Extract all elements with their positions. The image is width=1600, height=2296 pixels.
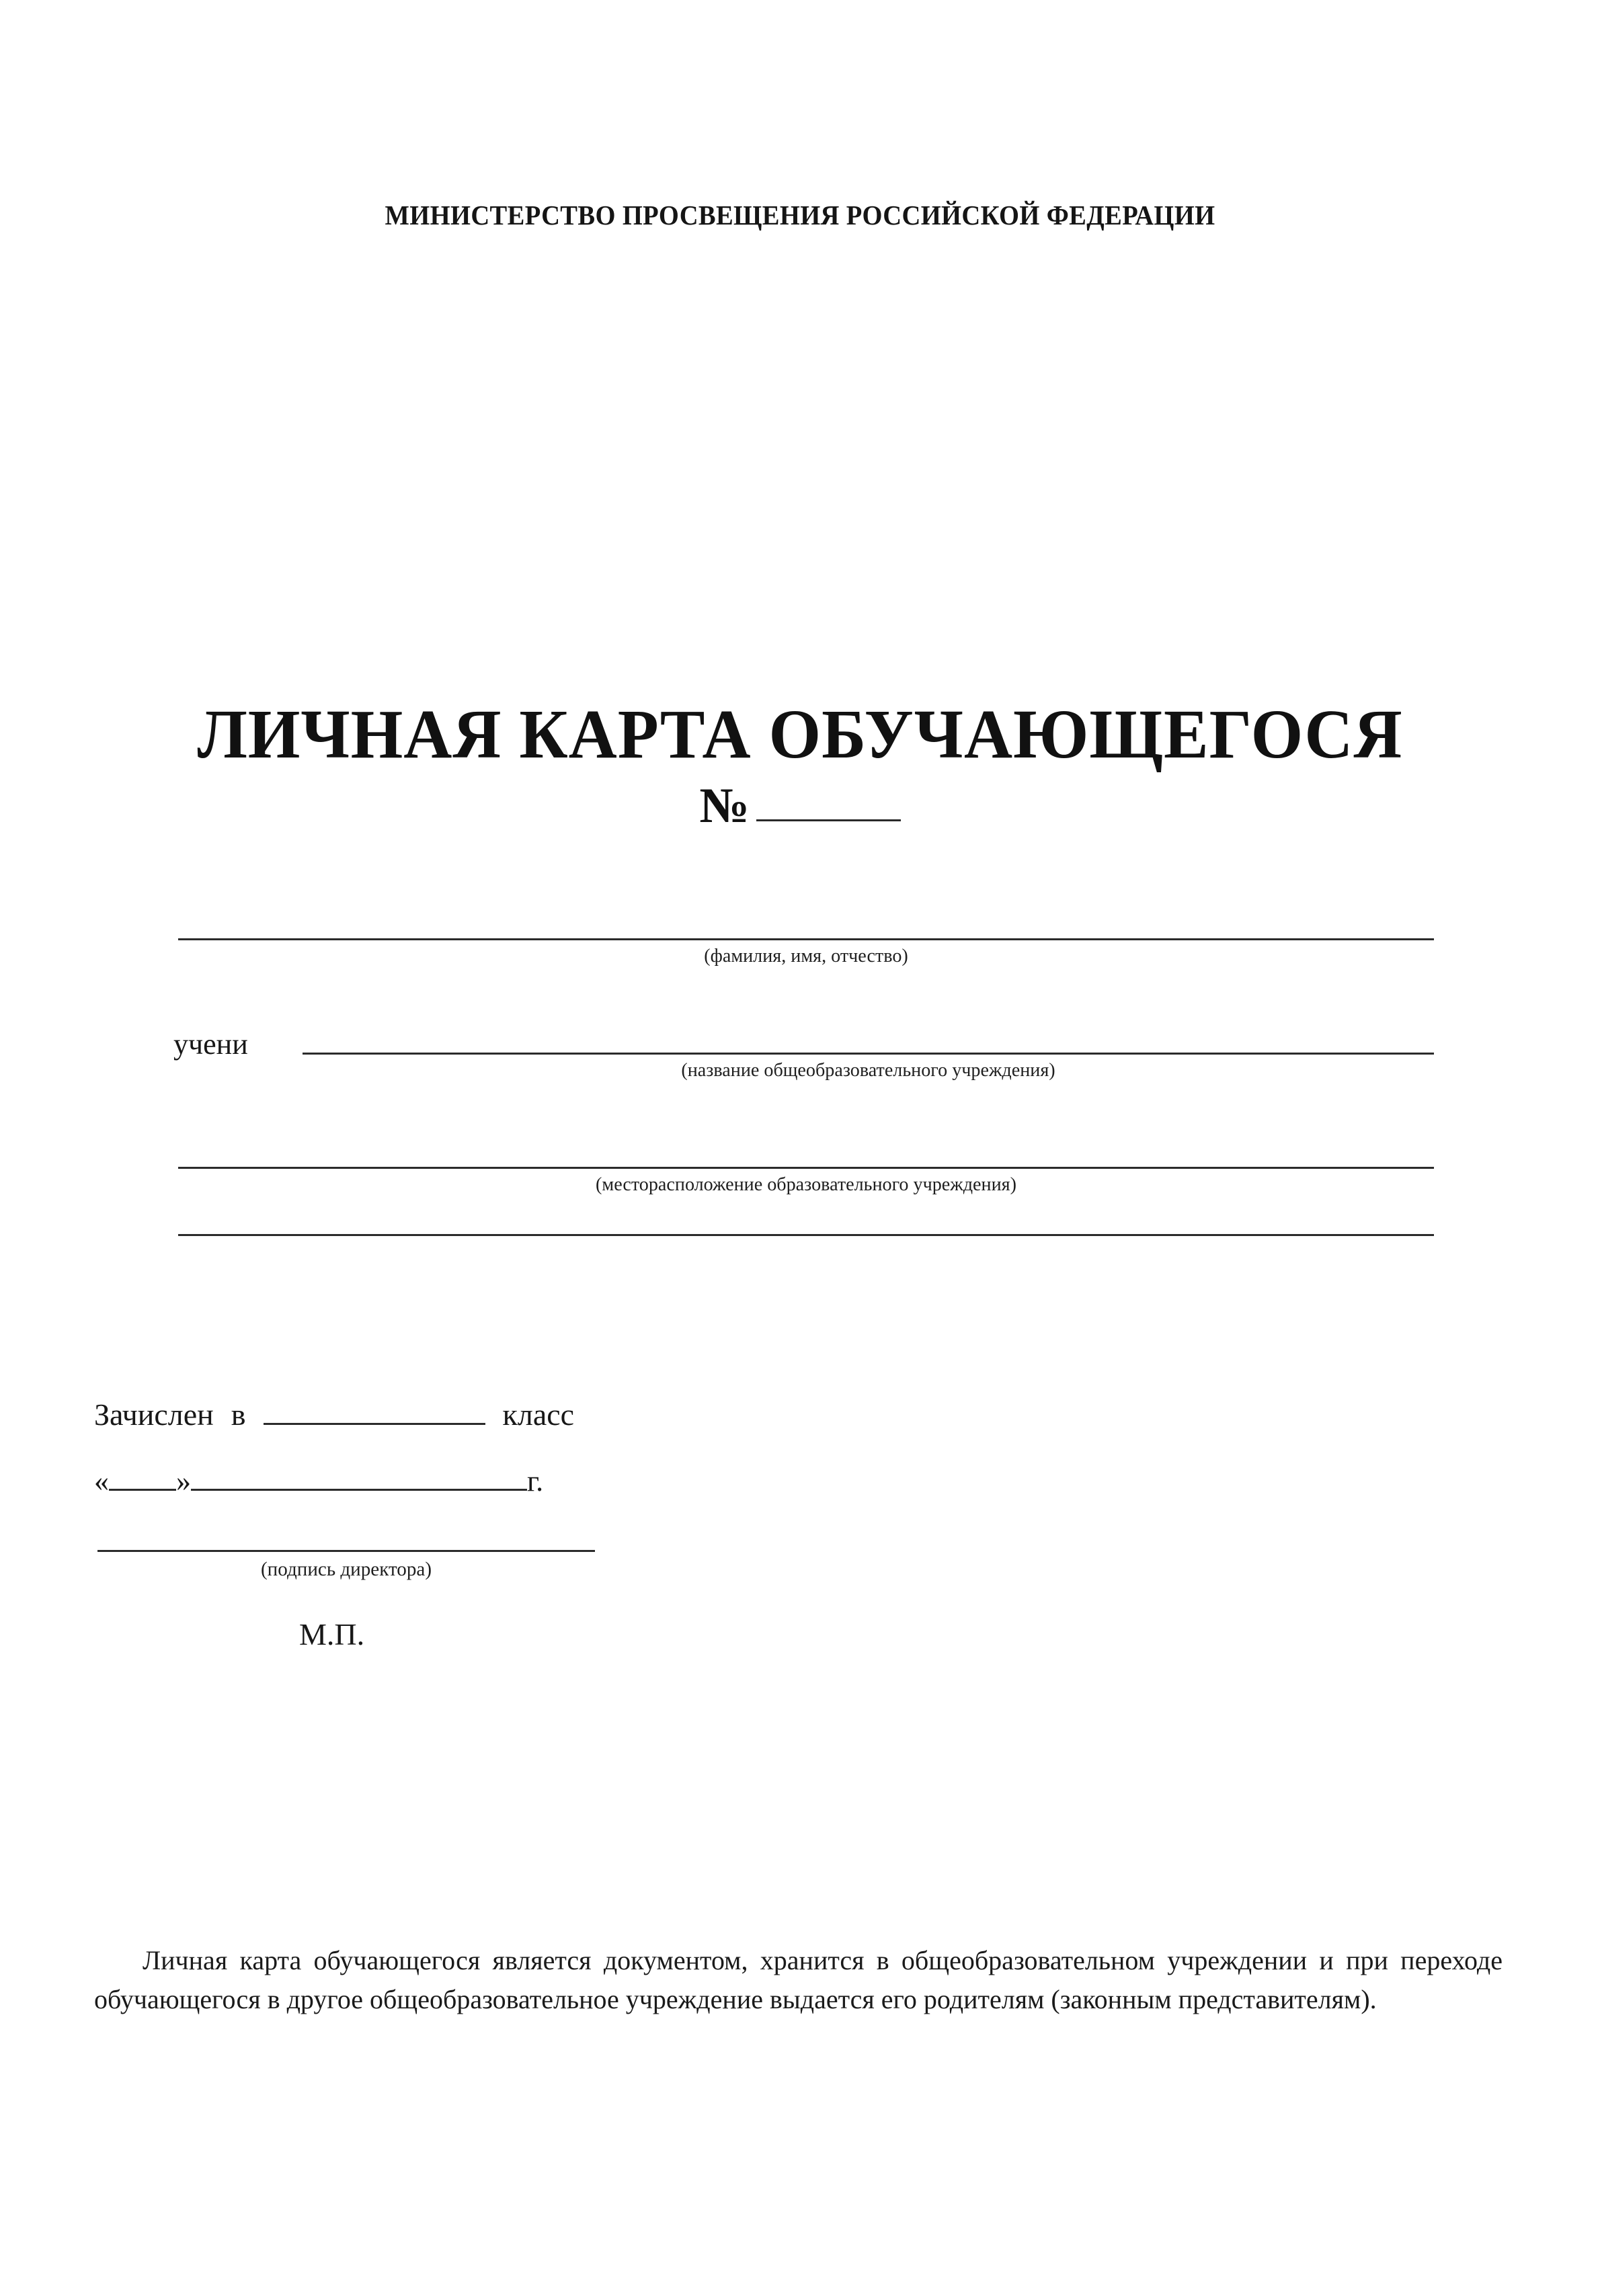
director-signature-caption: (подпись директора) xyxy=(260,1558,432,1580)
enrollment-preposition-label: в xyxy=(231,1397,246,1432)
year-suffix-label: г. xyxy=(527,1465,544,1498)
number-sign-symbol: № xyxy=(699,778,750,833)
enrollment-date-row xyxy=(94,1464,543,1498)
enrollment-year-field[interactable] xyxy=(433,1465,527,1491)
document-number-row xyxy=(0,778,1600,833)
extra-blank-field[interactable] xyxy=(178,1234,1434,1236)
director-signature-field[interactable] xyxy=(97,1550,595,1552)
school-name-caption: (название общеобразовательного учреждения) xyxy=(681,1059,1055,1081)
fullname-caption: (фамилия, имя, отчество) xyxy=(704,945,908,967)
school-name-field[interactable] xyxy=(303,1053,1434,1055)
enrollment-class-suffix-label: класс xyxy=(502,1397,575,1432)
enrollment-class-field[interactable] xyxy=(264,1399,485,1425)
fullname-field[interactable] xyxy=(178,938,1434,940)
ministry-header: МИНИСТЕРСТВО ПРОСВЕЩЕНИЯ РОССИЙСКОЙ ФЕДЕРАЦИИ xyxy=(385,200,1215,231)
page-title: ЛИЧНАЯ КАРТА ОБУЧАЮЩЕГОСЯ xyxy=(197,696,1403,773)
school-location-field[interactable] xyxy=(178,1167,1434,1169)
footer-note: Личная карта обучающегося является документом, хранится в общеобразовательном учреждении и при переходе обучающегося в другое общеобразовательное учреждение выдается его родителям (законным представителям). xyxy=(94,1945,1503,2015)
enrollment-row xyxy=(94,1397,574,1432)
quote-close-glyph: » xyxy=(176,1465,191,1498)
enrollment-month-field[interactable] xyxy=(191,1465,433,1491)
student-label: учени xyxy=(173,1028,248,1061)
enrollment-prefix-label: Зачислен xyxy=(94,1397,214,1432)
document-number-field[interactable] xyxy=(756,819,901,821)
enrollment-day-field[interactable] xyxy=(109,1465,176,1491)
school-location-caption: (месторасположение образовательного учреждения) xyxy=(596,1174,1016,1195)
stamp-place-mark: М.П. xyxy=(299,1617,365,1651)
quote-open-glyph: « xyxy=(94,1465,109,1498)
